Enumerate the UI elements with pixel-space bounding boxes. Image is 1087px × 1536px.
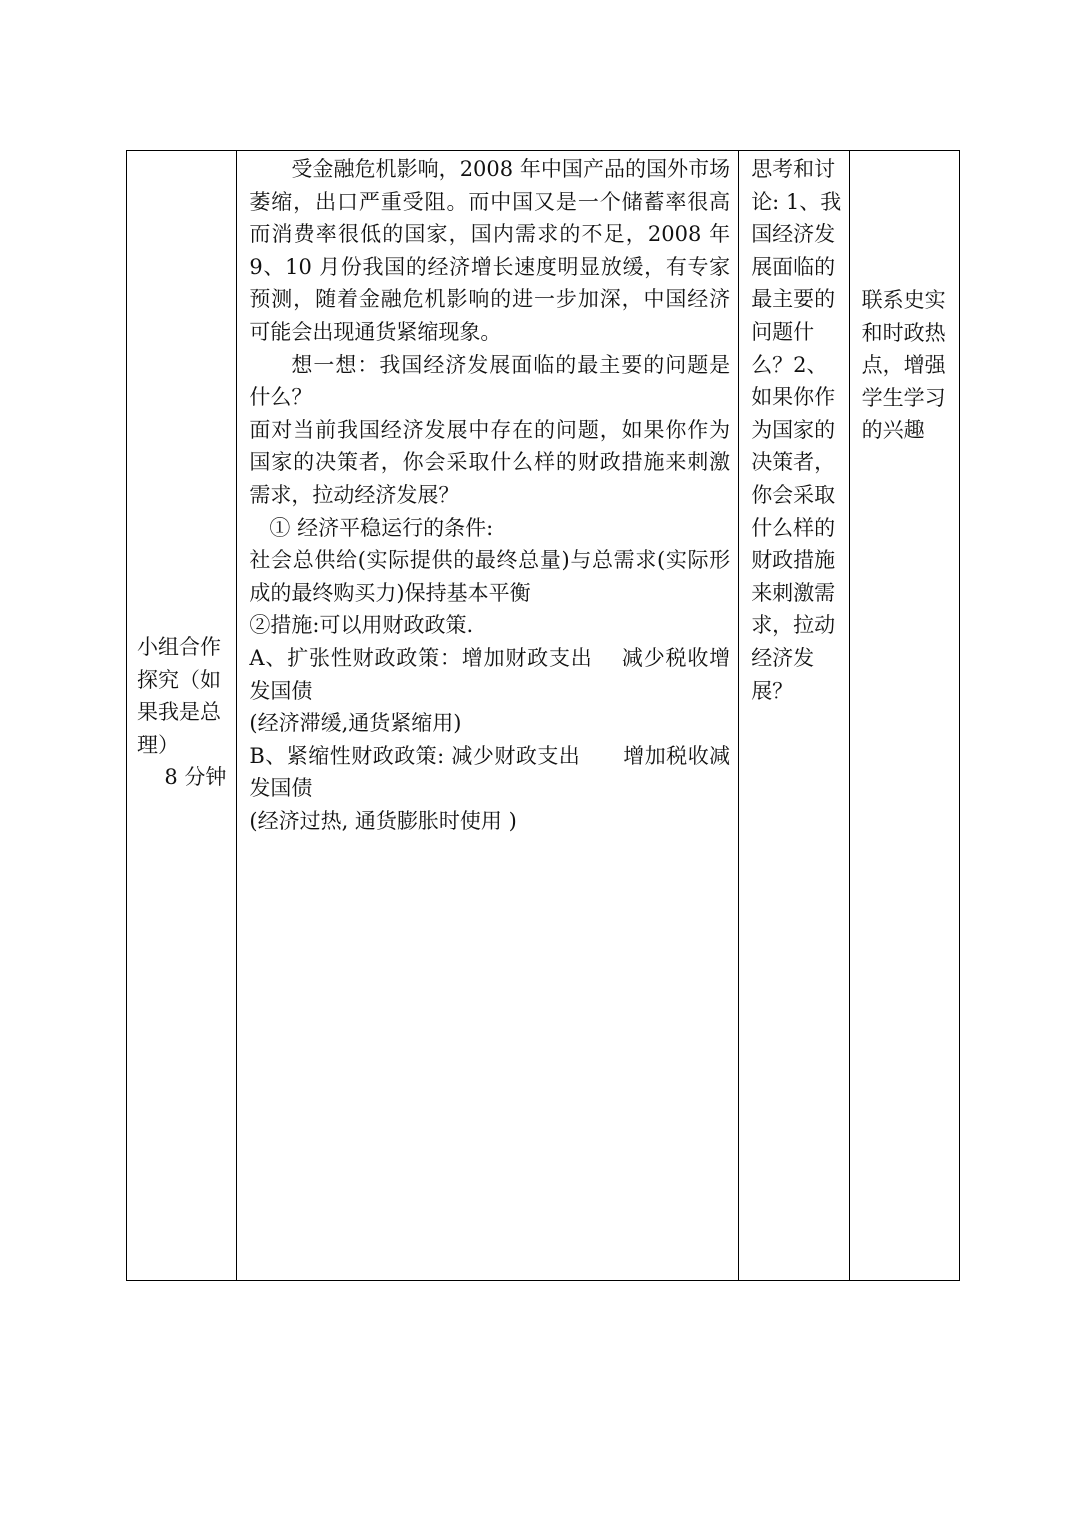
activity-line: 理） bbox=[137, 732, 179, 757]
activity-line: 果我是总 bbox=[137, 700, 221, 725]
discussion-text: 思考和讨论: 1、我国经济发展面临的最主要的问题什么？2、如果你作为国家的决策者，你会采取什么样的财政措施来刺激需求，拉动经济发展？ bbox=[751, 157, 842, 703]
content-measure-heading: ②措施:可以用财政政策. bbox=[249, 613, 474, 638]
content-condition-heading: ① 经济平稳运行的条件: bbox=[269, 515, 494, 540]
purpose-text: 联系史实和时政热点，增强学生学习的兴趣 bbox=[861, 288, 946, 443]
lesson-plan-table bbox=[126, 150, 960, 1281]
content-paragraph-intro: 受金融危机影响，2008 年中国产品的国外市场萎缩，出口严重受阻。而中国又是一个储蓄率很高而消费率很低的国家，国内需求的不足，2008 年 9、10 月份我国的经济增长速度明显放缓，有专家预测，随着金融危机影响的进一步加深，中国经济可能会出现通货紧缩现象。 bbox=[249, 157, 731, 344]
content-cell bbox=[237, 151, 739, 1281]
discussion-cell bbox=[739, 151, 849, 1281]
content-paragraph-think: 想一想：我国经济发展面临的最主要的问题是什么？ bbox=[249, 352, 731, 410]
activity-cell bbox=[127, 151, 237, 1281]
content-paragraph-question: 面对当前我国经济发展中存在的问题，如果你作为国家的决策者，你会采取什么样的财政措施来刺激需求，拉动经济发展？ bbox=[249, 417, 731, 507]
activity-line: 探究（如 bbox=[137, 667, 221, 692]
content-condition-text: 社会总供给(实际提供的最终总量)与总需求(实际形成的最终购买力)保持基本平衡 bbox=[249, 548, 731, 605]
content-expansionary-policy: A、扩张性财政政策：增加财政支出 减少税收增发国债 bbox=[249, 645, 731, 703]
content-contractionary-policy: B、紧缩性财政政策: 减少财政支出 增加税收减发国债 bbox=[249, 743, 731, 801]
activity-duration: 8 分钟 bbox=[164, 765, 227, 790]
content-contractionary-note: (经济过热, 通货膨胀时使用 ) bbox=[249, 808, 517, 833]
purpose-cell bbox=[849, 151, 959, 1281]
activity-line: 小组合作 bbox=[137, 635, 221, 659]
content-expansionary-note: (经济滞缓,通货紧缩用) bbox=[249, 711, 462, 736]
table-row bbox=[127, 151, 960, 1281]
